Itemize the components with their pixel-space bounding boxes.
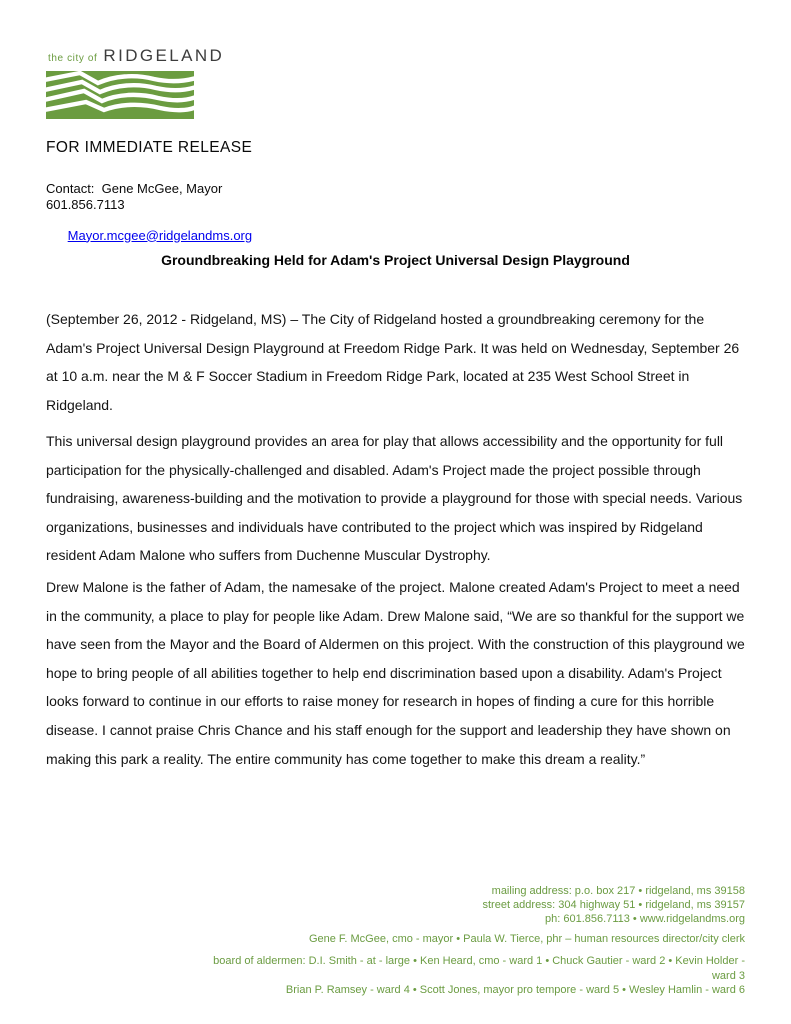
logo-tagline: the city of (48, 53, 98, 64)
footer-aldermen-block (190, 954, 745, 998)
contact-phone: 601.856.7113 (46, 196, 125, 212)
footer-officials-line: Gene F. McGee, cmo - mayor • Paula W. Tierce, phr – human resources director/city clerk (308, 933, 745, 945)
footer-phone-website: ph: 601.856.7113 • www.ridgelandms.org (545, 913, 745, 925)
footer-mailing-address: mailing address: p.o. box 217 • ridgeland, ms 39158 (491, 885, 745, 897)
ridgeland-ridges-icon (46, 71, 194, 119)
body-paragraph-2: This universal design playground provides an area for play that allows accessibility and the opportunity for full participation for the physically-challenged and disabled. Adam's Project made the project possible through fundraising, awareness-building and the motivation to provide a playground for those with special needs. Various organizations, businesses and individuals have contributed to the project which was inspired by Ridgeland resident Adam Malone who suffers from Duchenne Muscular Dystrophy. (46, 433, 743, 564)
footer-street-address: street address: 304 highway 51 • ridgeland, ms 39157 (482, 899, 745, 911)
body-paragraph-1: (September 26, 2012 - Ridgeland, MS) – The City of Ridgeland hosted a groundbreaking ceremony for the Adam's Project Universal Design Playground at Freedom Ridge Park. It was held on Wednesday, September 26 at 10 a.m. near the M & F Soccer Stadium in Freedom Ridge Park, located at 235 West School Street in Ridgeland. (46, 311, 740, 413)
footer-address-block (482, 884, 745, 926)
logo-wordmark (48, 46, 224, 66)
logo-city-name: RIDGELAND (103, 46, 225, 65)
contact-block (46, 181, 252, 259)
body-paragraph-3: Drew Malone is the father of Adam, the namesake of the project. Malone created Adam's Project to meet a need in the community, a place to play for people like Adam. Drew Malone said, “We are so thankful for the support we have seen from the Mayor and the Board of Aldermen on this project. With the construction of this playground we hope to bring people of all abilities together to help end discrimination based upon a disability. Adam's Project looks forward to continue in our efforts to raise money for research in hopes of finding a cure for this horrible disease. I cannot praise Chris Chance and his staff enough for the support and leadership they have shown on making this park a reality. The entire community has come together to make this dream a reality.” (46, 579, 745, 767)
footer-aldermen-line-2: Brian P. Ramsey - ward 4 • Scott Jones, mayor pro tempore - ward 5 • Wesley Hamlin - ward 6 (285, 984, 745, 996)
city-of-ridgeland-logo (46, 46, 224, 119)
for-immediate-release-label: FOR IMMEDIATE RELEASE (46, 139, 253, 156)
contact-name-line: Contact: Gene McGee, Mayor (46, 181, 223, 196)
contact-email-link[interactable]: Mayor.mcgee@ridgelandms.org (67, 227, 253, 243)
press-release-headline: Groundbreaking Held for Adam's Project Universal Design Playground (161, 252, 630, 268)
footer-aldermen-line-1: board of aldermen: D.I. Smith - at - large • Ken Heard, cmo - ward 1 • Chuck Gautier - ward 2 • Kevin Holder - ward 3 (213, 955, 745, 982)
